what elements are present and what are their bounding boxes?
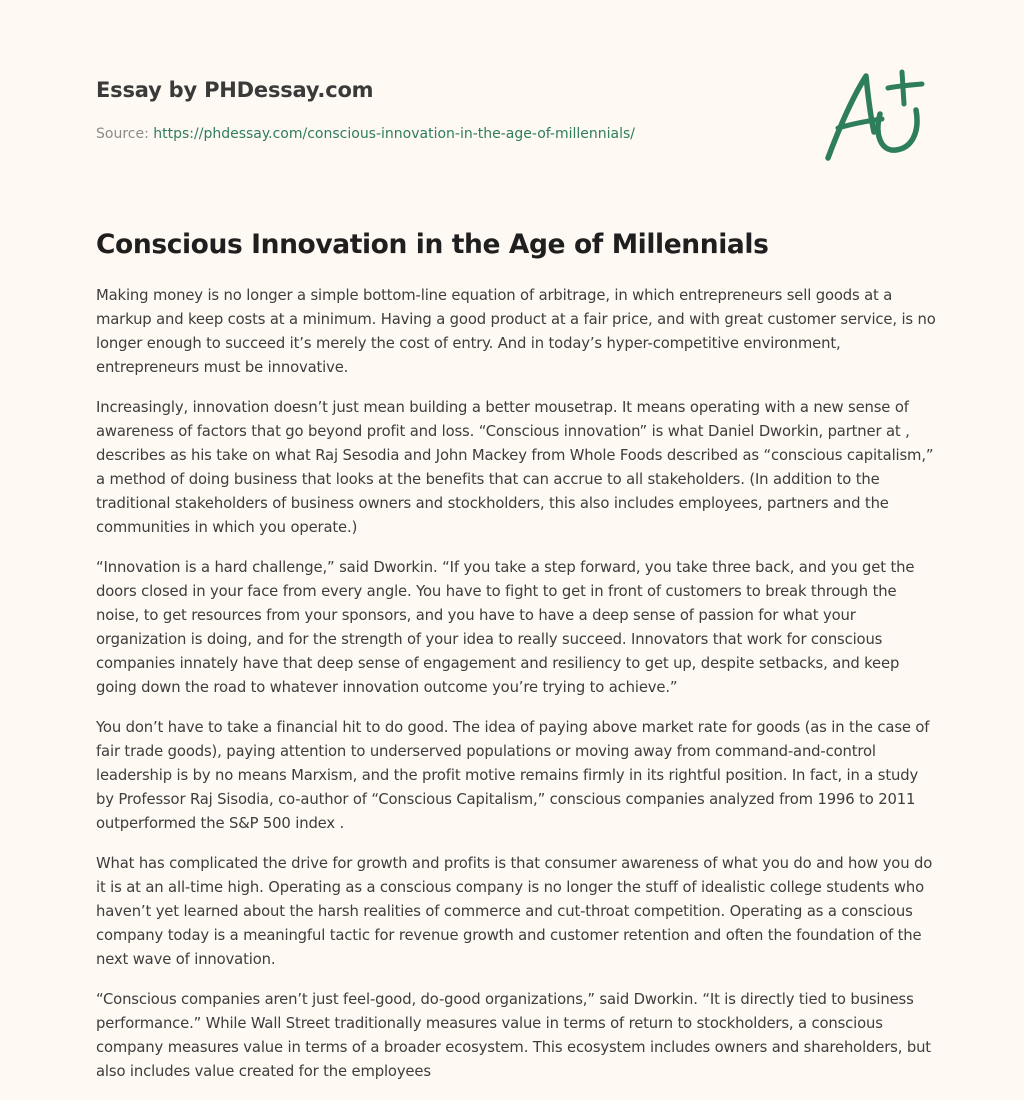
source-link[interactable]: https://phdessay.com/conscious-innovation-in-the-age-of-millennials/ — [153, 126, 636, 142]
article-paragraph: You don’t have to take a financial hit to do good. The idea of paying above market rate for goods (as in the case of fair trade goods), paying attention to underserved populations or moving away from command-and-control leadership is by no means Marxism, and the profit motive remains firmly in its rightful position. In fact, in a study by Professor Raj Sisodia, co-author of “Conscious Capitalism,” conscious companies analyzed from 1996 to 2011 outperformed the S&P 500 index . — [96, 719, 930, 832]
article-paragraph: Making money is no longer a simple bottom-line equation of arbitrage, in which entrepreneurs sell goods at a markup and keep costs at a minimum. Having a good product at a fair price, and with great customer service, is no longer enough to succeed it’s merely the cost of entry. And in today’s hyper-competitive environment, entrepreneurs must be innovative. — [96, 287, 936, 376]
source-label: Source: — [96, 126, 154, 142]
article-paragraph: “Conscious companies aren’t just feel-good, do-good organizations,” said Dworkin. “It is directly tied to business performance.” While Wall Street traditionally measures value in terms of return to stockholders, a conscious company measures value in terms of a broader ecosystem. This ecosystem includes owners and shareholders, but also includes value created for the employees — [96, 991, 931, 1080]
article-title: Conscious Innovation in the Age of Millennials — [96, 229, 769, 260]
article-paragraph: “Innovation is a hard challenge,” said Dworkin. “If you take a step forward, you take three back, and you get the doors closed in your face from every angle. You have to fight to get in front of customers to break through the noise, to get resources from your sponsors, and you have to have a deep sense of passion for what your organization is doing, and for the strength of your idea to really succeed. Innovators that work for conscious companies innately have that deep sense of engagement and resiliency to get up, despite setbacks, and keep going down the road to whatever innovation outcome you’re trying to achieve.” — [96, 559, 915, 696]
article-paragraph: What has complicated the drive for growth and profits is that consumer awareness of what you do and how you do it is at an all-time high. Operating as a conscious company is no longer the stuff of idealistic college students who haven’t yet learned about the harsh realities of commerce and cut-throat competition. Operating as a conscious company today is a meaningful tactic for revenue growth and customer retention and often the foundation of the next wave of innovation. — [96, 855, 933, 968]
source-line — [96, 124, 796, 144]
site-title: Essay by PHDessay.com — [96, 78, 374, 102]
page-header — [96, 76, 796, 144]
article-body — [96, 284, 938, 1100]
a-plus-logo-icon — [822, 66, 932, 166]
article-paragraph: Increasingly, innovation doesn’t just mean building a better mousetrap. It means operating with a new sense of awareness of factors that go beyond profit and loss. “Conscious innovation” is what Daniel Dworkin, partner at , describes as his take on what Raj Sesodia and John Mackey from Whole Foods described as “conscious capitalism,” a method of doing business that looks at the benefits that can accrue to all stakeholders. (In addition to the traditional stakeholders of business owners and stockholders, this also includes employees, partners and the communities in which you operate.) — [96, 399, 934, 536]
